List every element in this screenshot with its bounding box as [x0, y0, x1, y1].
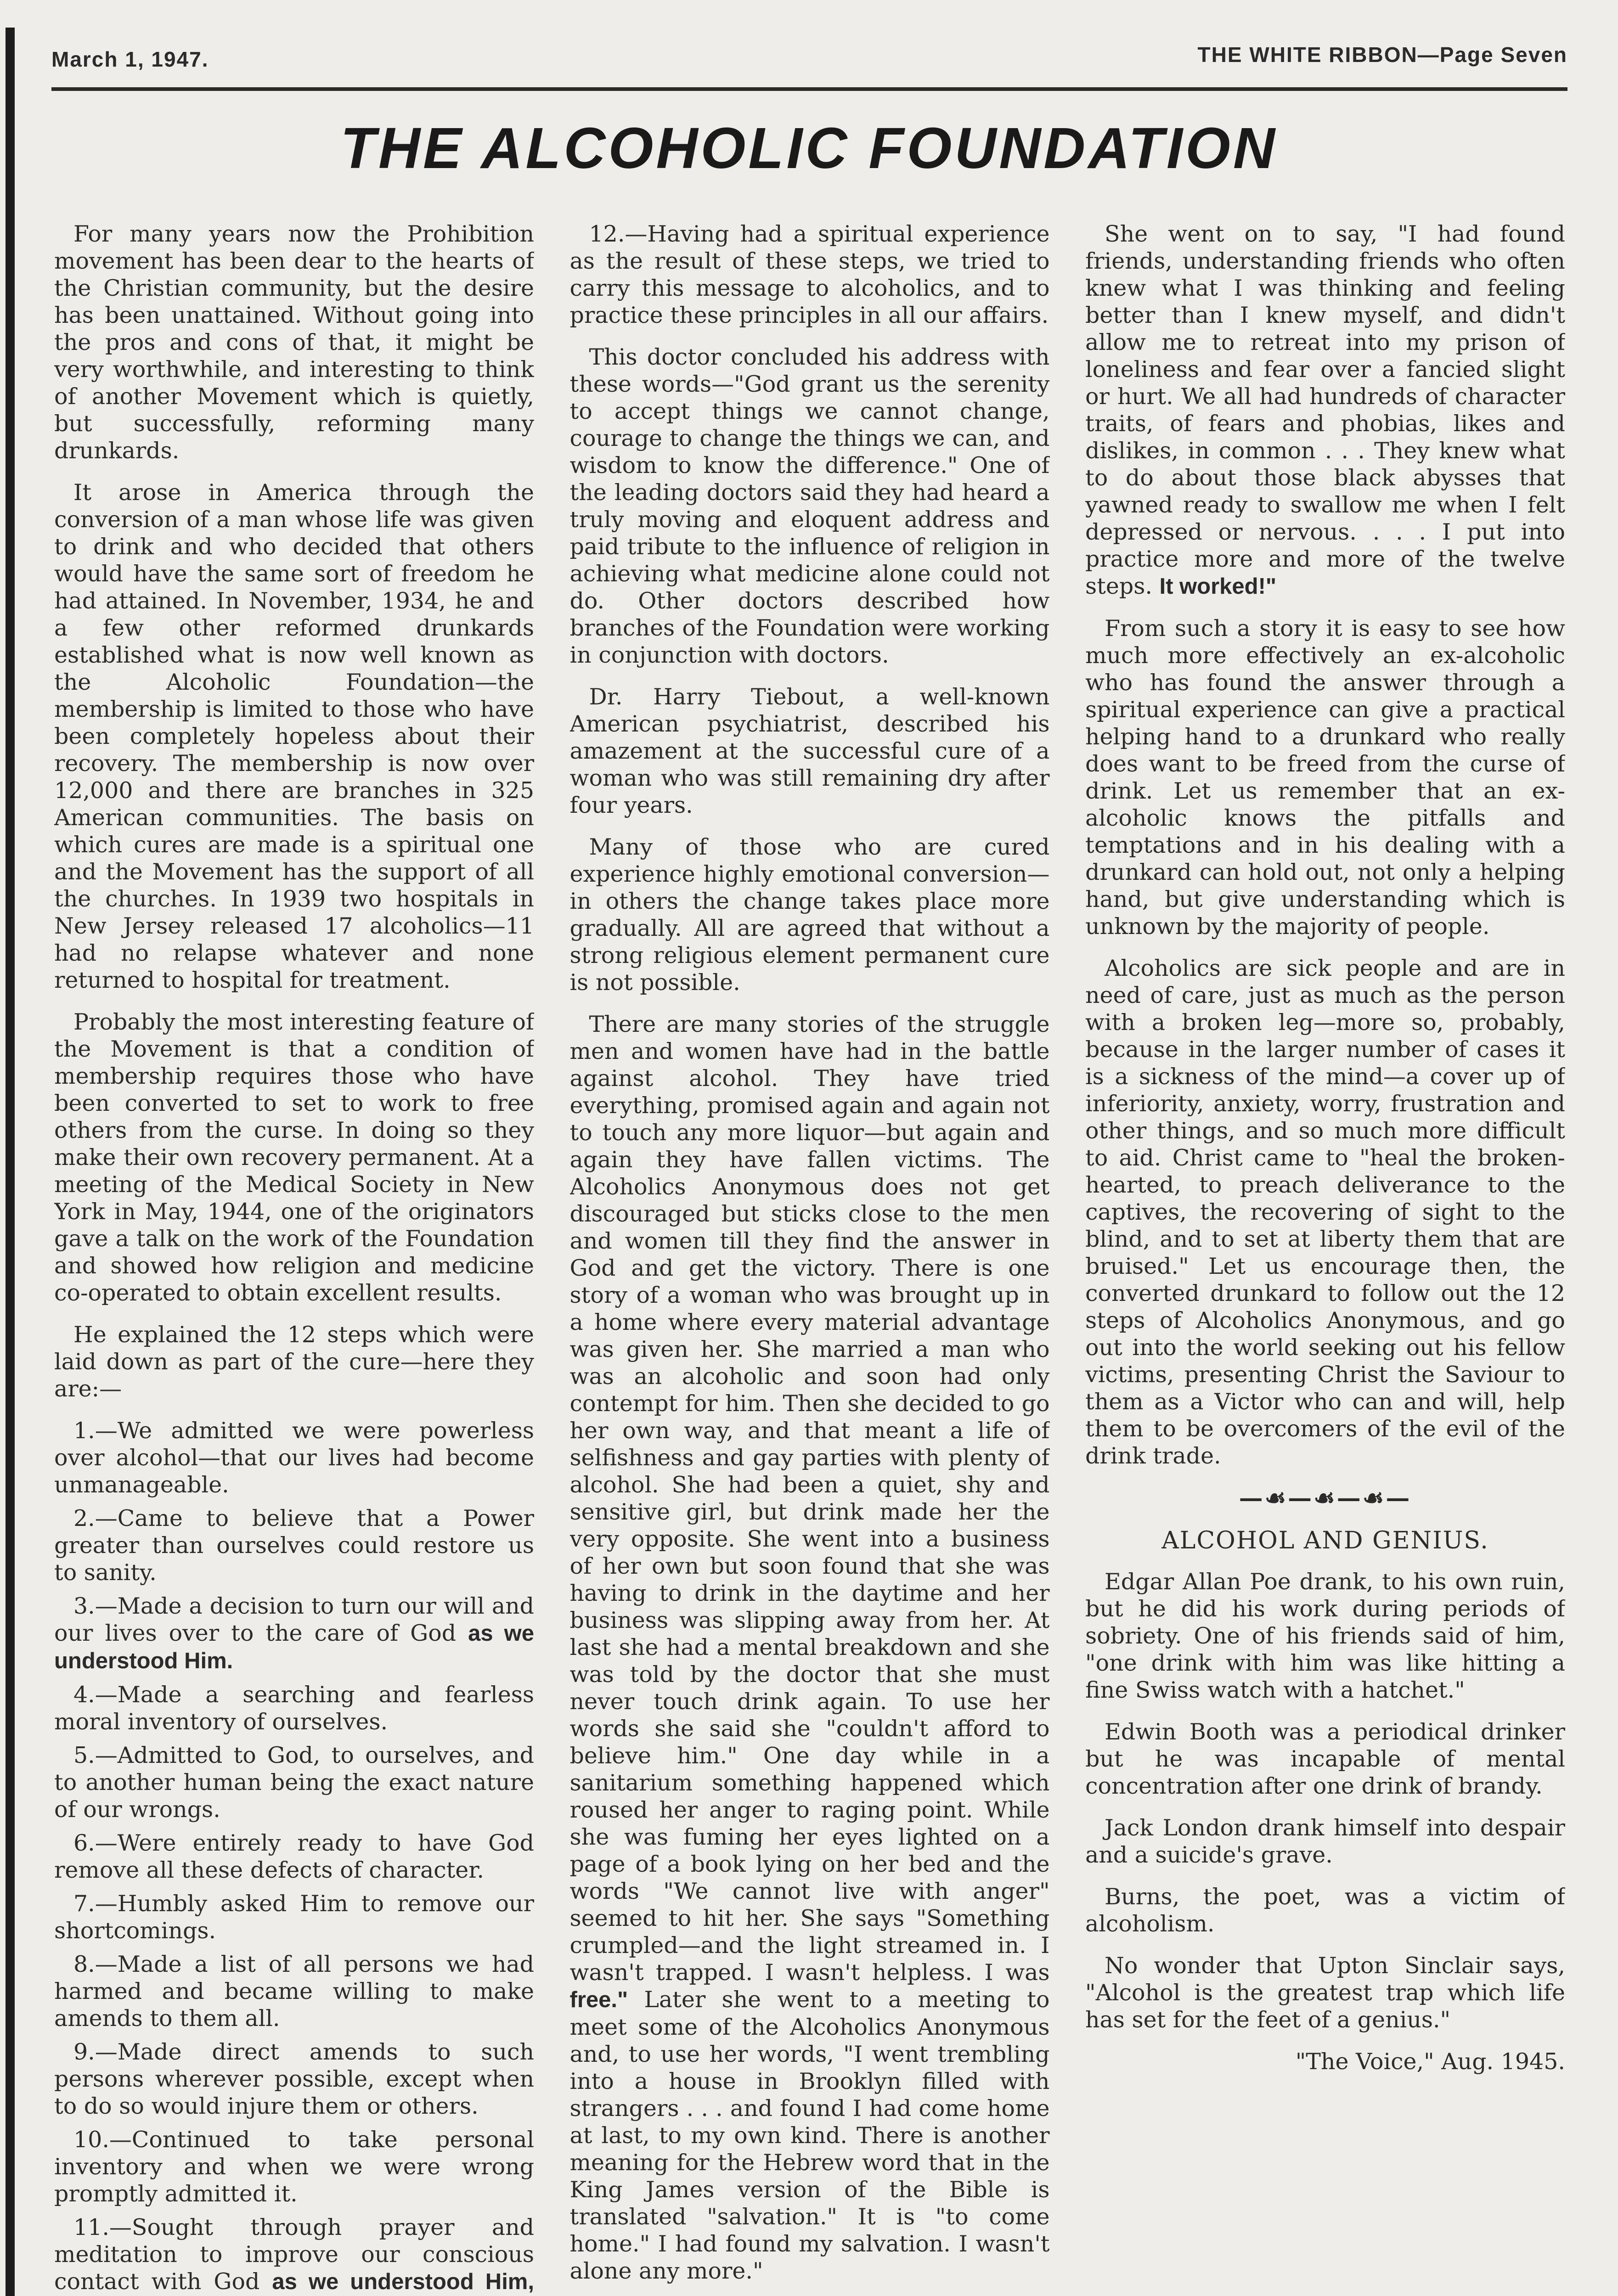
intro-paragraph: Probably the most interesting feature of the Movement is that a condition of membership requires those who have been converted to set to work to free others from the curse. In doing so they make their own recovery permanent. At a meeting of the Medical Society in New York in May, 1944, one of the originators gave a talk on the work of the Foundation and showed how religion and medicine co-operated to obtain excellent results. [54, 1009, 534, 1306]
column-3 [1085, 220, 1565, 2296]
step-item: 8.—Made a list of all persons we had harmed and became willing to make amends to them all. [54, 1951, 534, 2032]
article-columns [54, 220, 1565, 2296]
page-header [51, 37, 1567, 91]
column-1 [54, 220, 534, 2296]
step-item: 2.—Came to believe that a Power greater than ourselves could restore us to sanity. [54, 1505, 534, 1586]
story-text: There are many stories of the struggle men and women have had in the battle against alcohol. They have tried everything, promised again and again not to touch any more liquor—but again and again they have fallen victims. The Alcoholics Anonymous does not get discouraged but sticks close to the men and women till they find the answer in God and get the victory. There is one story of a woman who was brought up in a home where every material advantage was given her. She married a man who was an alcoholic and soon had only contempt for him. Then she decided to go her own way, and that meant a life of selfishness and gay parties with plenty of alcohol. She had been a quiet, shy and sensitive girl, but drink made her the very opposite. She went into a business of her own but soon found that she was having to drink in the daytime and her business was slipping away from her. At last she had a mental breakdown and she was told by the doctor that she must never touch drink again. To use her words she said she "couldn't afford to believe him." One day while in a sanitarium something happened which roused her anger to raging point. While she was fuming her eyes lighted on a page of a book lying on her bed and the words "We cannot live with anger" seemed to hit her. She says "Something crumpled—and the light streamed in. I wasn't trapped. I wasn't helpless. I was [569, 1011, 1050, 1986]
running-head: THE WHITE RIBBON—Page Seven [1197, 43, 1567, 67]
step-item: 1.—We admitted we were powerless over alcohol—that our lives had become unmanageable. [54, 1418, 534, 1498]
body-paragraph: Alcoholics are sick people and are in need of care, just as much as the person with a broken leg—more so, probably, because in the larger number of cases it is a sickness of the mind—a cover up of inferiority, anxiety, worry, frustration and other things, and so much more difficult to aid. Christ came to "heal the broken-hearted, to preach deliverance to the captives, the recovering of sight to the blind, and to set at liberty them that are bruised." Let us encourage then, the converted drunkard to follow out the 12 steps of Alcoholics Anonymous, and go out into the world seeking out his fellow victims, presenting Christ the Saviour to them as a Victor who can and will, help them to be overcomers of the evil of the drink trade. [1085, 955, 1565, 1469]
step-item [54, 1593, 534, 1675]
intro-paragraph: For many years now the Prohibition movement has been dear to the hearts of the Christian community, but the desire has been unattained. Without going into the pros and cons of that, it might be very worthwhile, and interesting to think of another Movement which is quietly, but successfully, reforming many drunkards. [54, 221, 534, 464]
intro-paragraph: He explained the 12 steps which were laid down as part of the cure—here they are:— [54, 1322, 534, 1402]
step-item: 12.—Having had a spiritual experience as the result of these steps, we tried to carry this message to alcoholics, and to practice these principles in all our affairs. [569, 221, 1050, 328]
body-paragraph: This doctor concluded his address with these words—"God grant us the serenity to accept things we cannot change, courage to change the things we can, and wisdom to know the difference." One of the leading doctors said they had heard a truly moving and eloquent address and paid tribute to the influence of religion in achieving what medicine alone could not do. Other doctors described how branches of the Foundation were working in conjunction with doctors. [569, 344, 1050, 668]
step-item: 9.—Made direct amends to such persons wherever possible, except when to do so would injure them or others. [54, 2039, 534, 2119]
ornament-divider: —☙—☙—☙— [1239, 1484, 1412, 1512]
step-emphasis: as we understood Him, [272, 2269, 534, 2294]
quote-text: She went on to say, "I had found friends, understanding friends who often knew what I was thinking and feeling better than I knew myself, and didn't allow me to retreat into my prison of loneliness and fear over a fancied slight or hurt. We all had hundreds of character traits, of fears and phobias, likes and dislikes, in common . . . They knew what to do about those black abysses that yawned ready to swallow me when I felt depressed or nervous. . . . I put into practice more and more of the twelve steps. [1085, 221, 1565, 599]
story-text: Later she went to a meeting to meet some of the Alcoholics Anonymous and, to use her words, "I went trembling into a house in Brooklyn filled with strangers . . . and found I had come home at last, to my own kind. There is another meaning for the Hebrew word that in the King James version of the Bible is translated "salvation." It is "to come home." I had found my salvation. I wasn't alone any more." [569, 1986, 1050, 2284]
body-paragraph [1085, 220, 1565, 600]
article-title: THE ALCOHOLIC FOUNDATION [340, 116, 1278, 180]
column-2 [570, 220, 1050, 2296]
source-credit: "The Voice," Aug. 1945. [1295, 2048, 1565, 2075]
step-emphasis: as we understood Him. [54, 1621, 534, 1673]
page-edge-bar [6, 28, 15, 2296]
step-item: 7.—Humbly asked Him to remove our shortcomings. [54, 1891, 534, 1944]
step-item: 5.—Admitted to God, to ourselves, and to another human being the exact nature of our wrongs. [54, 1742, 534, 1823]
story-paragraph [570, 1011, 1050, 2285]
story-emphasis: free." [569, 1987, 628, 2012]
step-item: 10.—Continued to take personal inventory and when we were wrong promptly admitted it. [54, 2127, 534, 2207]
sidebar-paragraph: Edwin Booth was a periodical drinker but he was incapable of mental concentration after one drink of brandy. [1085, 1719, 1565, 1799]
sidebar-paragraph: Burns, the poet, was a victim of alcoholism. [1085, 1884, 1565, 1937]
body-paragraph: Many of those who are cured experience highly emotional conversion—in others the change takes place more gradually. All are agreed that without a strong religious element permanent cure is not possible. [569, 834, 1050, 996]
twelve-steps-list [54, 1417, 534, 2296]
step-item: 6.—Were entirely ready to have God remove all these defects of character. [54, 1830, 534, 1883]
body-paragraph: Dr. Harry Tiebout, a well-known American psychiatrist, described his amazement at the successful cure of a woman who was still remaining dry after four years. [569, 684, 1050, 818]
body-paragraph: From such a story it is easy to see how much more effectively an ex-alcoholic who has found the answer through a spiritual experience can give a practical helping hand to a drunkard who really does want to be freed from the curse of drink. Let us remember that an ex-alcoholic knows the pitfalls and temptations and in his dealing with a drunkard can hold out, not only a helping hand, but give understanding which is unknown by the majority of people. [1085, 615, 1565, 940]
step-item [54, 2214, 534, 2296]
sidebar-paragraph: Jack London drank himself into despair and a suicide's grave. [1085, 1815, 1565, 1868]
issue-date: March 1, 1947. [51, 47, 209, 71]
intro-paragraph: It arose in America through the conversion of a man whose life was given to drink and who decided that others would have the same sort of freedom he had attained. In November, 1934, he and a few other reformed drunkards established what is now well known as the Alcoholic Foundation—the membership is limited to those who have been completely hopeless about their recovery. The membership is now over 12,000 and there are branches in 325 American communities. The basis on which cures are made is a spiritual one and the Movement has the support of all the churches. In 1939 two hospitals in New Jersey released 17 alcoholics—11 had no relapse whatever and none returned to hospital for treatment. [54, 479, 534, 993]
sidebar-paragraph: No wonder that Upton Sinclair says, "Alcohol is the greatest trap which life has set for the feet of a genius." [1085, 1953, 1565, 2033]
step-item: 4.—Made a searching and fearless moral inventory of ourselves. [54, 1682, 534, 1735]
sidebar-paragraph: Edgar Allan Poe drank, to his own ruin, but he did his work during periods of sobriety. One of his friends said of him, "one drink with him was like hitting a fine Swiss watch with a hatchet." [1085, 1569, 1565, 1703]
step-text: 3.—Made a decision to turn our will and our lives over to the care of God [54, 1593, 534, 1646]
step-text: 11.—Sought through prayer and meditation to improve our conscious contact with God [54, 2214, 534, 2295]
quote-emphasis: It worked!" [1159, 574, 1277, 599]
sidebar-heading: ALCOHOL AND GENIUS. [1161, 1527, 1489, 1554]
